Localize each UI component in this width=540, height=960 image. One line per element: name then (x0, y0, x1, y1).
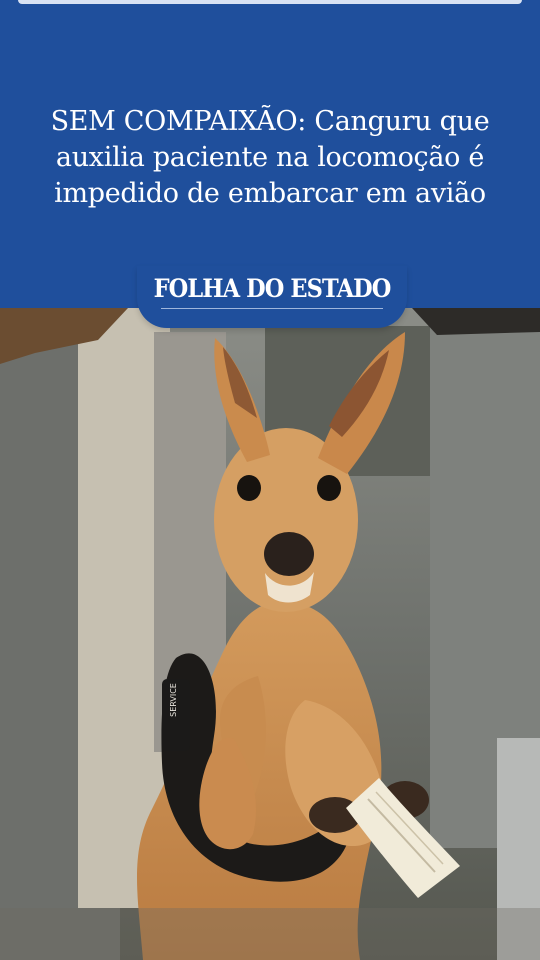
masthead-tab (137, 266, 407, 328)
story-photo[interactable] (0, 308, 540, 960)
right-eye (317, 475, 341, 501)
headline-banner (0, 0, 540, 308)
left-eye (237, 475, 261, 501)
top-progress-edge (18, 0, 522, 4)
kangaroo-nose (264, 532, 314, 576)
floor-shadow (0, 908, 540, 960)
masthead-underline (161, 308, 383, 309)
kangaroo-photo (0, 308, 540, 960)
headline: SEM COMPAIXÃO: Canguru que auxilia paciente na locomoção é impedido de embarcar em avião (50, 106, 490, 209)
harness-patch-text: SERVICE (169, 683, 178, 717)
masthead-logo: FOLHA DO ESTADO (153, 274, 391, 303)
